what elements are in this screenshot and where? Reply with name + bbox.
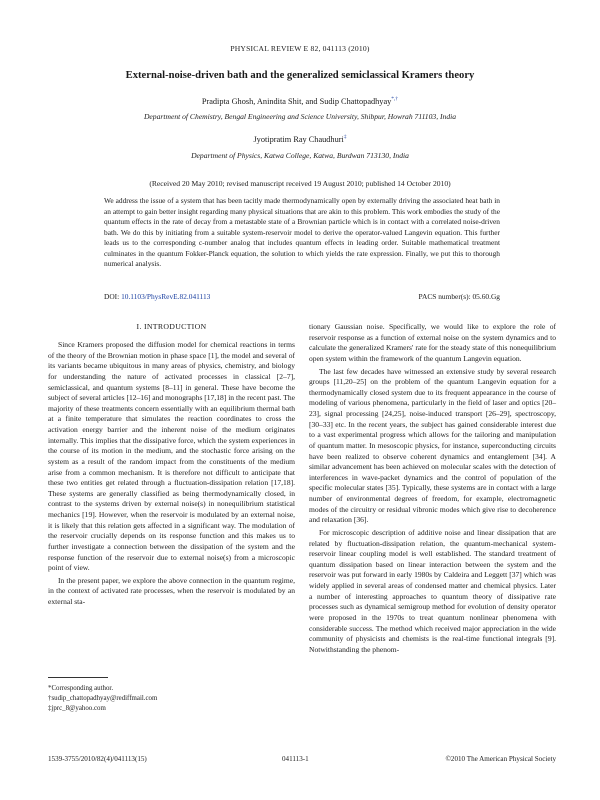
footnote-email-2[interactable]: ‡jprc_8@yahoo.com — [48, 705, 106, 712]
author-1-footnote-marks[interactable]: *,† — [391, 96, 399, 103]
doi-label: DOI: — [104, 292, 120, 301]
author-2-footnote-mark[interactable]: ‡ — [343, 134, 347, 141]
abstract: We address the issue of a system that has been tacitly made thermodynamically open by externally driving the associated heat bath in an attempt to gain better insight regarding many physical situations that are akin to this problem. This work embodies the study of the quantum effects in the rate of decay from a metastable state of a Brownian particle which is in contact with a correlated noise-driven bath. We do this by initiating from a suitable system-reservoir model to derive the operator-valued Langevin equation. This further leads us to the corresponding c-number analog that includes quantum effects in leading order. Suitable mathematical treatment culminates in the quantum Fokker-Planck equation, the solution to which yields the rate expression. Finally, we put this to thorough numerical analysis. — [104, 196, 500, 269]
pacs-numbers: PACS number(s): 05.60.Gg — [418, 292, 500, 301]
footnotes — [48, 684, 295, 714]
doi-line — [104, 292, 500, 301]
paragraph: In the present paper, we explore the above connection in the quantum regime, in the context of activated rate processes, when the reservoir is modulated by an external sta- — [48, 575, 295, 606]
left-column — [48, 340, 295, 608]
doi-link[interactable]: 10.1103/PhysRevE.82.041113 — [121, 292, 211, 301]
authors-2: Jyotipratim Ray Chaudhuri — [253, 135, 344, 144]
paper-title: External-noise-driven bath and the generalized semiclassical Kramers theory — [125, 70, 475, 81]
paragraph: For microscopic description of additive noise and linear dissipation that are related by fluctuation-dissipation relation, the quantum-mechanical system-reservoir linear coupling model is well established. The standard treatment of quantum dissipation based on linear interaction between the system and the reservoir was put forward in early 1980s by Caldeira and Leggett [37] which was widely applied in several areas of condensed matter and chemical physics. Later a number of interesting approaches to quantum theory of dissipative rate processes such as dynamical semigroup method for evolution of density operator were proposed in the 1970s to treat quantum nonlinear phenomena with considerable success. The method which received major appreciation in the wide community of physicists and chemists is the real-time functional integrals [9]. Notwithstanding the phenom- — [309, 527, 556, 654]
footer-copyright: ©2010 The American Physical Society — [445, 755, 556, 763]
authors-1: Pradipta Ghosh, Anindita Shit, and Sudip Chattopadhyay — [201, 97, 392, 106]
affiliation-2: Department of Physics, Katwa College, Katwa, Burdwan 713130, India — [191, 151, 409, 160]
footnote-divider — [48, 677, 108, 678]
paragraph: tionary Gaussian noise. Specifically, we would like to explore the role of reservoir response as a function of external noise on the system dynamics and to calculate the generalized Kramers' rate for the steady state of this nonequilibrium open system within the framework of the quantum Langevin equation. — [309, 322, 556, 363]
footnote-email-1[interactable]: †sudip_chattopadhyay@rediffmail.com — [48, 695, 158, 702]
received-dates: (Received 20 May 2010; revised manuscript received 19 August 2010; published 14 October 2010) — [149, 179, 451, 188]
page-footer — [48, 755, 556, 765]
author-list-1 — [0, 97, 600, 106]
footnote-corresponding: *Corresponding author. — [48, 685, 114, 692]
section-heading: I. INTRODUCTION — [136, 322, 207, 331]
paragraph: The last few decades have witnessed an extensive study by several research groups [11,20–25] on the problem of the quantum Langevin equation for a thermodynamically closed system due to its frequent appearance in the course of modeling of various phenomena, particularly in the field of laser and optics [20–23], signal processing [24,25], noise-induced transport [26–29], spectroscopy, [30–33] etc. In the recent years, the subject has gained considerable interest due to a vast experimental progress which allows for the tailoring and manipulation of quantum matter. In mesoscopic physics, for instance, superconducting circuits have been realized to observe coherent dynamics and entanglement [34]. A similar advancement has been achieved on molecular scales with the detection of interferences in wave-packet dynamics and the control of population of the specific molecular states [35]. Typically, these systems are in contact with a large number of environmental degrees of freedom, for example, electromagnetic modes of the circuitry or residual vibronic modes which give rise to decoherence and relaxation [36]. — [309, 366, 556, 525]
footer-page-number: 041113-1 — [282, 755, 309, 763]
right-column — [309, 322, 556, 655]
affiliation-1: Department of Chemistry, Bengal Engineering and Science University, Shibpur, Howrah 711103, India — [143, 112, 457, 121]
author-list-2 — [0, 135, 600, 144]
journal-header: PHYSICAL REVIEW E 82, 041113 (2010) — [230, 44, 370, 53]
paragraph: Since Kramers proposed the diffusion model for chemical reactions in terms of the theory of the Brownian motion in phase space [1], the model and several of its variants became ubiquitous in many areas of physics, chemistry, and biology for understanding the nature of activated processes in classical [2–7], semiclassical, and quantum systems [8–11] in general. These have become the subject of several articles [12–16] and monographs [17,18] in the recent past. The majority of these treatments concern essentially with an equilibrium thermal bath at a finite temperature that simulates the reaction coordinates to cross the activation energy barrier and the inherent noise of the medium originates internally. This implies that the dissipative force, which the system experiences in the course of its motion in the medium, and the stochastic force arising on the system as a result of the random impact from the constituents of the medium arise from a common mechanism. It is therefore not difficult to anticipate that these two entities get related through a fluctuation-dissipation relation [17,18]. These systems are generally classified as being thermodynamically closed, in contrast to the systems driven by external noise(s) in nonequilibrium statistical mechanics [19]. However, when the reservoir is modulated by an external noise, it is likely that this relation gets affected in a significant way. The modulation of the reservoir crucially depends on its response function and this makes us to further investigate a connection between the dissipation of the system and the response function of the reservoir due to external noise(s) from a microscopic point of view. — [48, 340, 295, 573]
footer-issn: 1539-3755/2010/82(4)/041113(15) — [48, 755, 147, 763]
